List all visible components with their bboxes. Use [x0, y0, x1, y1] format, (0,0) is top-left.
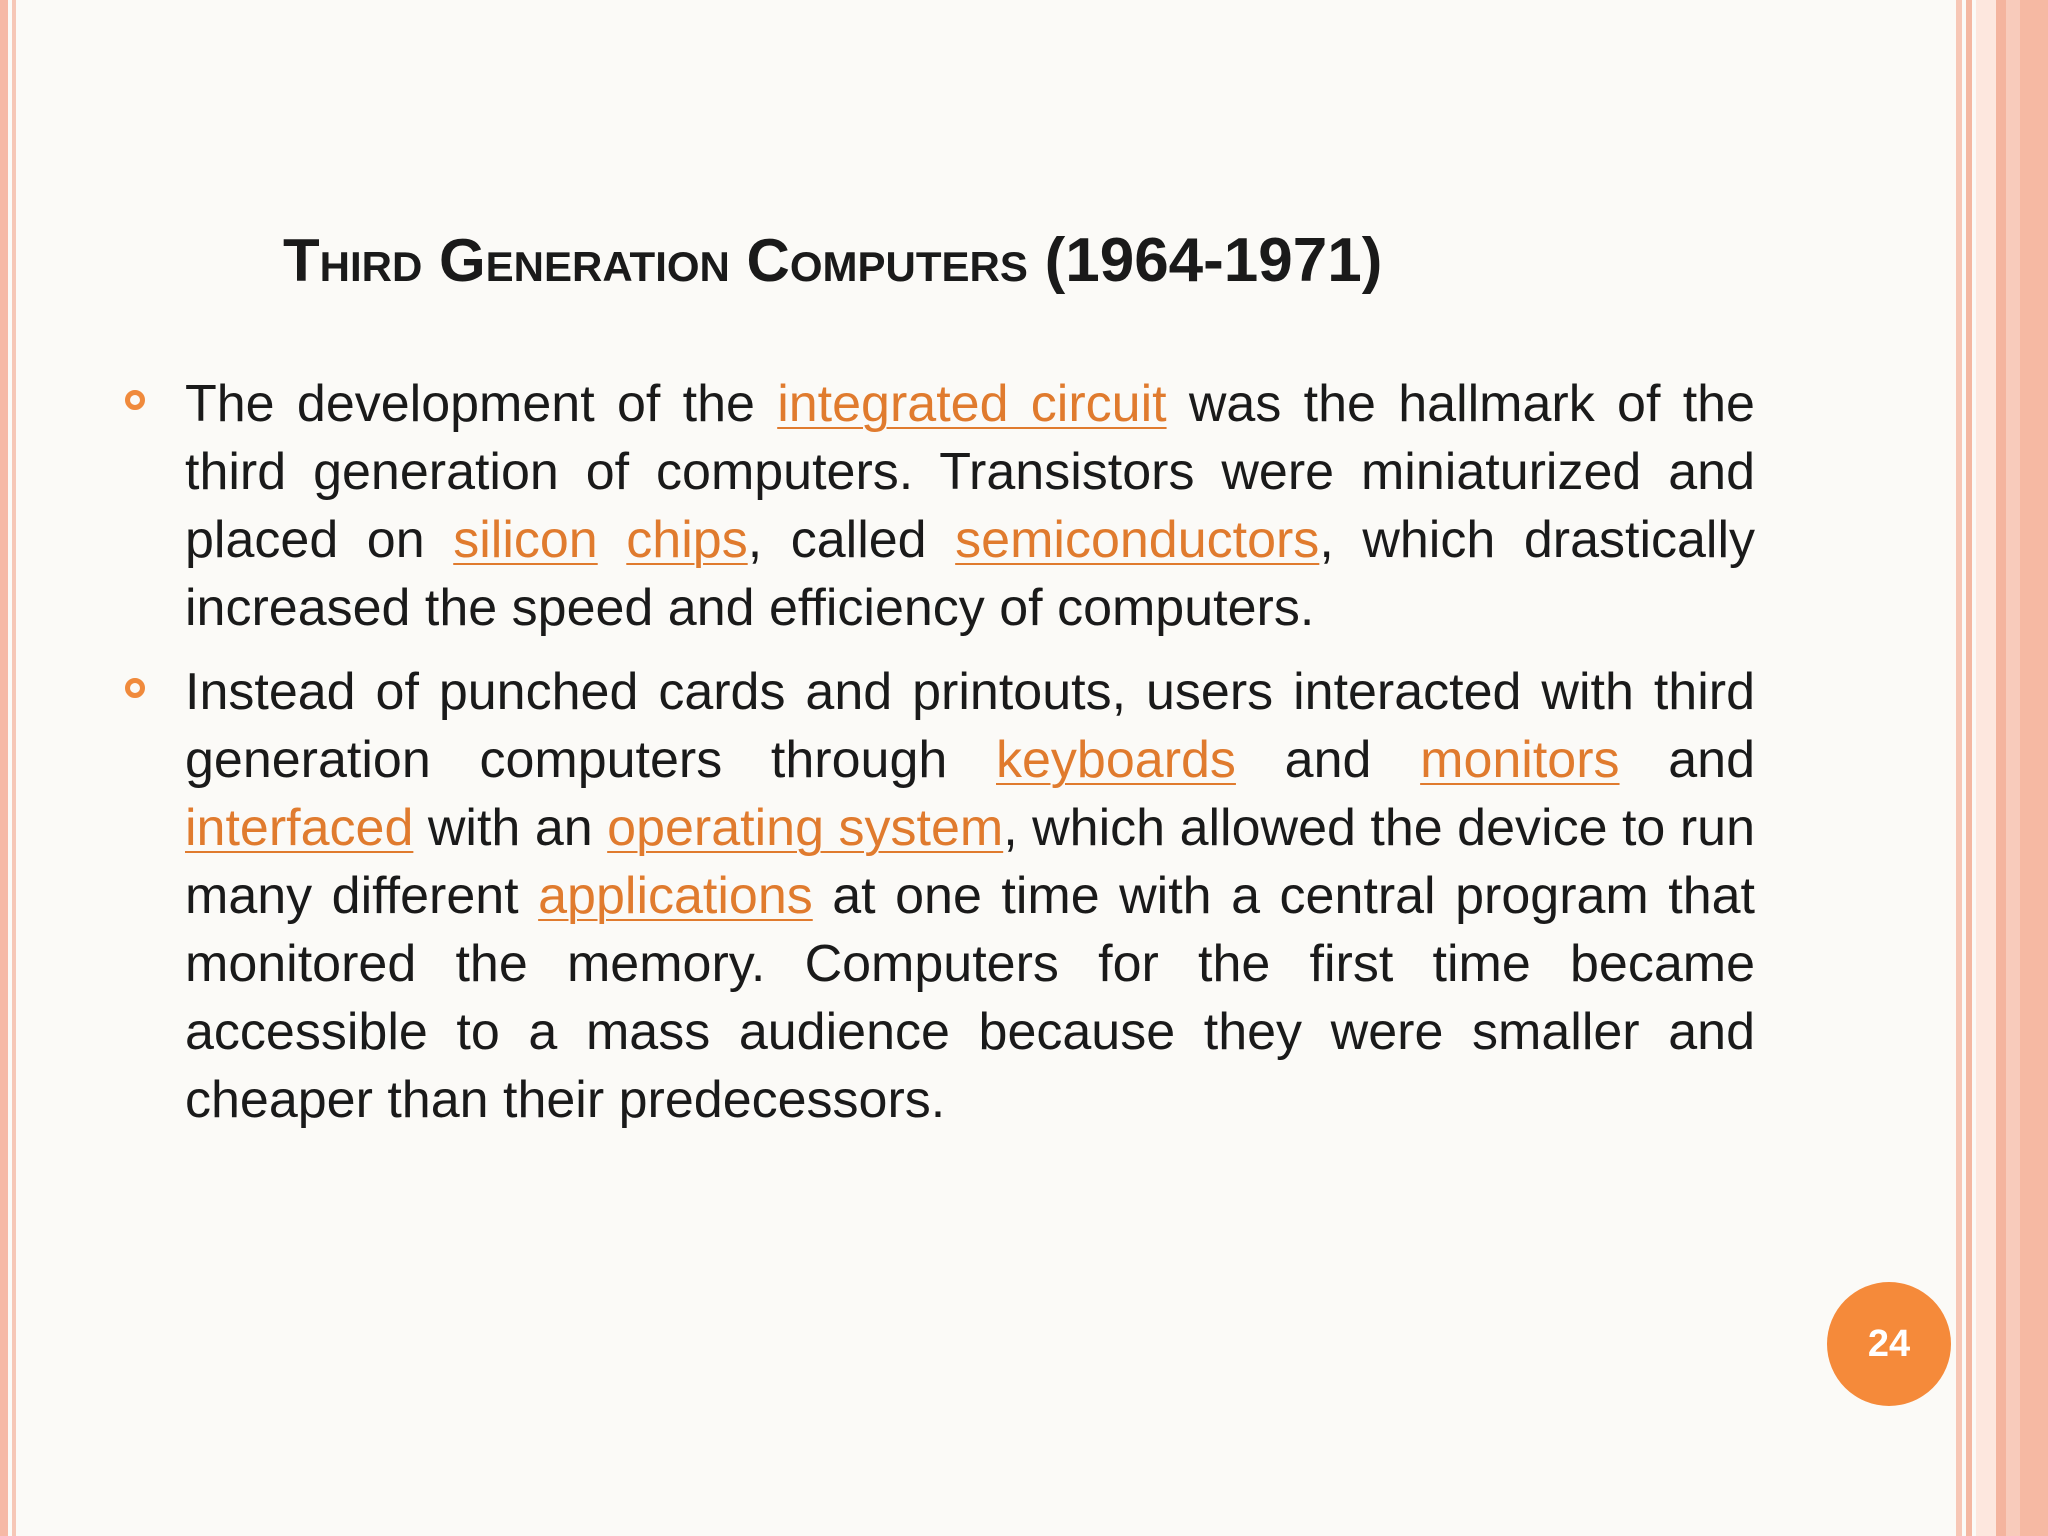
hollow-circle-bullet-icon	[125, 390, 145, 410]
right-border-stripe	[2006, 0, 2020, 1536]
link-silicon[interactable]: silicon	[453, 511, 598, 569]
left-border-stripe-thin	[12, 0, 16, 1536]
bullet-text: , which allowed the device to run many different	[185, 799, 1755, 925]
link-applications[interactable]: applications	[538, 867, 813, 925]
bullet-text: and	[1235, 731, 1421, 789]
bullet-text	[598, 511, 627, 569]
page-number-badge: 24	[1827, 1282, 1951, 1406]
bullet-item	[185, 658, 1755, 1134]
right-border-stripe	[1956, 0, 1962, 1536]
link-operating-system[interactable]: operating system	[607, 799, 1004, 857]
right-border-stripe	[2020, 0, 2048, 1536]
link-integrated-circuit[interactable]: integrated circuit	[777, 375, 1167, 433]
bullet-text: , called	[747, 511, 956, 569]
link-chips[interactable]: chips	[626, 511, 748, 569]
hollow-circle-bullet-icon	[125, 678, 145, 698]
slide-title-years: (1964-1971)	[1044, 226, 1383, 295]
bullet-text: The development of the	[185, 375, 778, 433]
right-border-stripe	[1966, 0, 1972, 1536]
bullet-text: was the hallmark of the third generation of computers. Transistors were miniaturized and placed on	[185, 375, 1755, 569]
right-border-stripe	[1976, 0, 1996, 1536]
bullet-text: with an	[413, 799, 608, 857]
bullet-list	[185, 370, 1755, 1150]
link-monitors[interactable]: monitors	[1420, 731, 1620, 789]
link-semiconductors[interactable]: semiconductors	[955, 511, 1320, 569]
slide-title-main: Third Generation Computers	[283, 227, 1028, 294]
link-interfaced[interactable]: interfaced	[185, 799, 414, 857]
right-border-stripe	[1996, 0, 2006, 1536]
bullet-item	[185, 370, 1755, 642]
slide-title	[283, 226, 1383, 295]
bullet-text: at one time with a central program that monitored the memory. Computers for the first time became accessible to a mass audience because they were smaller and cheaper than their predecessors.	[185, 867, 1755, 1129]
bullet-text: , which drastically increased the speed and efficiency of computers.	[185, 511, 1756, 637]
left-border-stripe	[0, 0, 8, 1536]
link-keyboards[interactable]: keyboards	[996, 731, 1236, 789]
bullet-text: and	[1619, 731, 1755, 789]
bullet-text: Instead of punched cards and printouts, users interacted with third generation computers through	[185, 663, 1755, 789]
